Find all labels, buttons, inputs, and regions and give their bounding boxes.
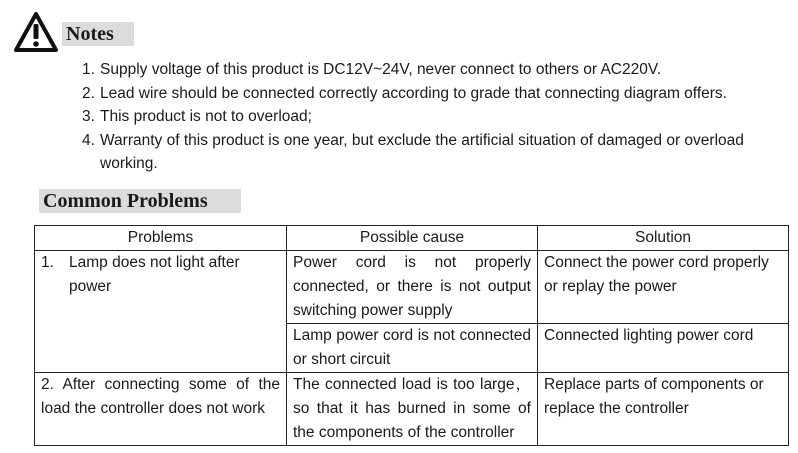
note-item: 1. Supply voltage of this product is DC12V~24V, never connect to others or AC220V. xyxy=(82,61,662,78)
common-problems-heading: Common Problems xyxy=(39,189,241,213)
solution-cell: Connected lighting power cord xyxy=(538,324,789,373)
table-row xyxy=(35,373,789,446)
notes-heading: Notes xyxy=(62,22,134,46)
common-problems-table xyxy=(34,225,789,446)
solution-cell: Connect the power cord properly or replay the power xyxy=(538,251,789,324)
warning-icon xyxy=(13,11,59,53)
table-header-row xyxy=(35,226,789,251)
cause-cell: The connected load is too large，so that it has burned in some of the components of the controller xyxy=(287,373,538,446)
column-header-solution: Solution xyxy=(538,226,789,251)
note-item: 3. This product is not to overload; xyxy=(82,108,312,125)
problem-cell: 2. After connecting some of the load the controller does not work xyxy=(35,373,287,446)
solution-cell: Replace parts of components or replace the controller xyxy=(538,373,789,446)
problem-cell: 1. Lamp does not light after power xyxy=(35,251,287,373)
note-item: 4. Warranty of this product is one year, but exclude the artificial situation of damaged or overload working. xyxy=(82,131,744,172)
column-header-problems: Problems xyxy=(35,226,287,251)
column-header-possible-cause: Possible cause xyxy=(287,226,538,251)
cause-cell: Power cord is not properly connected, or there is not output switching power supply xyxy=(287,251,538,324)
note-item: 2. Lead wire should be connected correctly according to grade that connecting diagram offers. xyxy=(82,84,727,102)
notes-list xyxy=(82,58,798,176)
table-row xyxy=(35,251,789,324)
cause-cell: Lamp power cord is not connected or short circuit xyxy=(287,324,538,373)
